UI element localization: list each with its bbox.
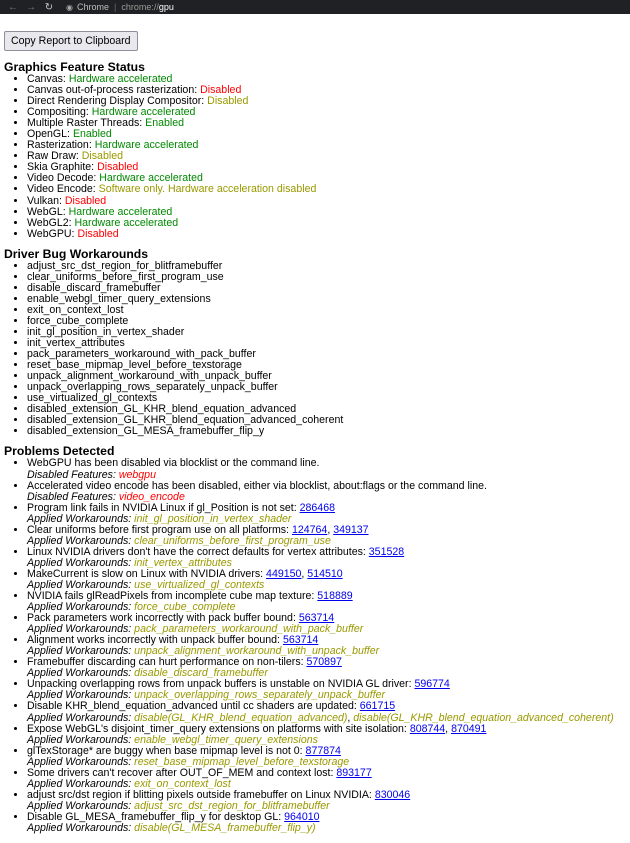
problem-item <box>27 613 630 635</box>
problem-sub-value: reset_base_mipmap_level_before_texstorage <box>134 755 350 768</box>
workaround-item: • use_virtualized_gl_contexts <box>27 393 630 404</box>
problem-sub-value: clear_uniforms_before_first_program_use <box>134 534 331 547</box>
bug-link[interactable]: 570897 <box>306 656 342 669</box>
workaround-item: • disabled_extension_GL_MESA_framebuffer_flip_y <box>27 426 630 437</box>
feature-status-value: Disabled <box>77 227 119 240</box>
workaround-item: • unpack_alignment_workaround_with_unpack_buffer <box>27 371 630 382</box>
problem-description: Expose WebGL's disjoint_timer_query extensions on platforms with site isolation: <box>27 722 410 735</box>
bug-link[interactable]: 351528 <box>368 545 405 558</box>
problem-sub-value: webgpu <box>118 468 156 481</box>
bug-link[interactable]: 518889 <box>317 590 353 603</box>
problem-description: Disable GL_MESA_framebuffer_flip_y for desktop GL: <box>27 810 285 823</box>
workaround-item: • disabled_extension_GL_KHR_blend_equation_advanced_coherent <box>27 415 630 426</box>
feature-status-value: Enabled <box>72 128 112 141</box>
feature-label: OpenGL: <box>27 128 73 141</box>
feature-status-section <box>4 60 630 240</box>
problem-description: Pack parameters work incorrectly with pack buffer bound: <box>27 612 299 625</box>
problem-sub-value: pack_parameters_workaround_with_pack_buffer <box>134 623 364 636</box>
problem-sub-value: unpack_overlapping_rows_separately_unpack_buffer <box>134 689 386 702</box>
url-scheme: chrome:// <box>121 2 159 12</box>
problem-description: Alignment works incorrectly with unpack buffer bound: <box>27 634 283 647</box>
problem-item: • Expose WebGL's disjoint_timer_query extensions on platforms with site isolation: 808744, 870491 Applied Workarounds: enable_webgl_timer_query_extensions <box>27 724 630 746</box>
feature-label: Canvas: <box>27 73 69 85</box>
problem-sub-label: Applied Workarounds: <box>27 755 135 768</box>
feature-label: Video Encode: <box>27 183 99 196</box>
feature-label: Rasterization: <box>27 139 95 152</box>
feature-label: Canvas out-of-process rasterization: <box>27 84 201 97</box>
bug-link[interactable]: 563714 <box>298 612 335 625</box>
feature-status-value: Enabled <box>145 117 185 130</box>
url-host: gpu <box>158 2 174 12</box>
feature-status-value: Disabled <box>64 194 107 207</box>
problem-item <box>27 790 630 812</box>
workaround-item: • force_cube_complete <box>27 316 630 327</box>
feature-status-list <box>4 74 630 240</box>
bug-link[interactable]: 808744 <box>409 722 446 735</box>
feature-status-value: Software only. Hardware acceleration disabled <box>98 183 317 196</box>
feature-status-value: Hardware accelerated <box>68 205 173 218</box>
problem-sub-label: Applied Workarounds: <box>27 799 135 812</box>
bug-link[interactable]: 596774 <box>414 678 450 691</box>
problems-heading: Problems Detected <box>4 444 115 459</box>
problem-item <box>27 635 630 657</box>
feature-status-item <box>27 118 630 129</box>
problem-sub-label: Applied Workarounds: <box>27 711 135 724</box>
feature-status-value: Hardware accelerated <box>91 106 196 119</box>
feature-label: Vulkan: <box>27 194 65 207</box>
workaround-item: • pack_parameters_workaround_with_pack_buffer <box>27 349 630 360</box>
browser-toolbar <box>0 0 630 14</box>
feature-label: WebGL: <box>27 205 69 218</box>
problem-sub-label: Applied Workarounds: <box>27 512 135 525</box>
bug-link[interactable]: 893177 <box>336 766 372 779</box>
problem-item <box>27 657 630 679</box>
problem-sub-label: Applied Workarounds: <box>27 578 135 591</box>
problem-item <box>27 679 630 701</box>
problem-description: Some drivers can't recover after OUT_OF_MEM and context lost: <box>27 766 337 779</box>
problem-sub-label: Applied Workarounds: <box>27 645 135 658</box>
problem-sub-label: Disabled Features: <box>27 468 119 481</box>
feature-status-value: Disabled <box>207 95 249 108</box>
problem-description: NVIDIA fails glReadPixels from incomplete cube map texture: <box>27 590 318 603</box>
workaround-item: • init_gl_position_in_vertex_shader <box>27 327 630 338</box>
workaround-item: • disable_discard_framebuffer <box>27 283 630 294</box>
workaround-item: • disabled_extension_GL_KHR_blend_equation_advanced <box>27 404 630 415</box>
bug-link[interactable]: 514510 <box>307 567 343 580</box>
feature-status-heading: Graphics Feature Status <box>4 60 145 74</box>
problem-item <box>27 591 630 613</box>
problem-item <box>27 547 630 569</box>
workaround-item: • clear_uniforms_before_first_program_use <box>27 272 630 283</box>
problem-sub-value: init_vertex_attributes <box>134 556 232 569</box>
workaround-item: • enable_webgl_timer_query_extensions <box>27 294 630 305</box>
problem-sub-label: Applied Workarounds: <box>27 822 135 834</box>
address-bar[interactable] <box>62 1 178 13</box>
problem-sub-value: disable_discard_framebuffer <box>134 667 268 680</box>
bug-link[interactable]: 449150 <box>266 567 302 580</box>
feature-status-value: Disabled <box>81 150 123 163</box>
problem-sub-value: enable_webgl_timer_query_extensions <box>134 733 318 746</box>
problem-sub-label: Applied Workarounds: <box>27 667 135 680</box>
problem-sub-value: disable(GL_KHR_blend_equation_advanced_coherent) <box>353 711 614 724</box>
problem-sub-value: disable(GL_MESA_framebuffer_flip_y) <box>134 822 316 834</box>
bug-link[interactable]: 830046 <box>374 788 411 801</box>
chrome-chip: Chrome <box>76 2 109 12</box>
problem-description: adjust src/dst region if blitting pixels outside framebuffer on Linux NVIDIA: <box>27 788 375 801</box>
reload-icon[interactable]: ↻ <box>44 1 54 13</box>
problem-item <box>27 481 630 503</box>
bug-link[interactable]: 661715 <box>359 700 396 713</box>
problem-sub-value: use_virtualized_gl_contexts <box>134 578 265 591</box>
problem-sub-value: force_cube_complete <box>134 601 236 614</box>
problem-description: MakeCurrent is slow on Linux with NVIDIA drivers: <box>27 567 267 580</box>
feature-status-item <box>27 229 630 240</box>
site-info-icon[interactable]: ◉ <box>66 2 73 12</box>
feature-label: Compositing: <box>27 106 92 119</box>
problem-description: Clear uniforms before first program use on all platforms: <box>27 523 292 536</box>
address-separator: | <box>114 2 117 12</box>
problem-sub-label: Applied Workarounds: <box>27 689 135 702</box>
feature-status-value: Hardware accelerated <box>74 216 179 229</box>
problem-sub-value: unpack_alignment_workaround_with_unpack_buffer <box>134 645 380 658</box>
bug-link[interactable]: 349137 <box>333 523 369 536</box>
problem-description: Disable KHR_blend_equation_advanced until cc shaders are updated: <box>27 700 360 713</box>
problem-sub-label: Applied Workarounds: <box>27 534 135 547</box>
problem-description: Unpacking overlapping rows from unpack buffers is unstable on NVIDIA GL driver: <box>27 678 415 691</box>
feature-label: Skia Graphite: <box>27 161 98 174</box>
problem-description: Accelerated video encode has been disabled, either via blocklist, about:flags or the command line. <box>27 479 487 492</box>
feature-label: Direct Rendering Display Compositor: <box>27 95 208 108</box>
gpu-page <box>0 14 630 834</box>
workaround-item: • adjust_src_dst_region_for_blitframebuffer <box>27 261 630 272</box>
problem-description: WebGPU has been disabled via blocklist or the command line. <box>27 457 320 470</box>
problem-sub-value: disable(GL_KHR_blend_equation_advanced) <box>134 711 348 724</box>
problem-sub-value: video_encode <box>118 490 185 503</box>
copy-report-button[interactable]: Copy Report to Clipboard <box>4 31 138 51</box>
problem-sub-label: Applied Workarounds: <box>27 777 135 790</box>
feature-label: WebGL2: <box>27 216 75 229</box>
feature-status-value: Hardware accelerated <box>99 172 203 185</box>
feature-status-value: Hardware accelerated <box>94 139 199 152</box>
problem-sub-label: Disabled Features: <box>27 490 119 503</box>
problem-item <box>27 503 630 525</box>
problem-sub-value: exit_on_context_lost <box>134 777 231 790</box>
workarounds-list <box>4 261 630 438</box>
feature-label: WebGPU: <box>27 227 78 240</box>
problem-description: Framebuffer discarding can hurt performance on non-tilers: <box>27 656 307 669</box>
forward-arrow-icon[interactable]: → <box>26 1 36 13</box>
feature-label: Multiple Raster Threads: <box>27 117 146 130</box>
bug-link[interactable]: 563714 <box>282 634 319 647</box>
problem-item <box>27 746 630 768</box>
problem-sub-label: Applied Workarounds: <box>27 733 135 746</box>
workaround-item: • exit_on_context_lost <box>27 305 630 316</box>
feature-label: Raw Draw: <box>27 150 82 163</box>
problem-item: • Clear uniforms before first program use on all platforms: 124764, 349137 Applied Workarounds: clear_uniforms_before_first_program_use <box>27 525 630 547</box>
bug-link[interactable]: 877874 <box>305 744 341 757</box>
problems-section <box>4 444 630 834</box>
workaround-item: • unpack_overlapping_rows_separately_unpack_buffer <box>27 382 630 393</box>
problem-sub-value: adjust_src_dst_region_for_blitframebuffer <box>134 799 330 812</box>
problem-item <box>27 768 630 790</box>
problem-item <box>27 812 630 834</box>
problem-sub-label: Applied Workarounds: <box>27 623 135 636</box>
bug-link[interactable]: 964010 <box>284 810 320 823</box>
feature-label: Video Decode: <box>27 172 100 185</box>
problem-description: Program link fails in NVIDIA Linux if gl_Position is not set: <box>27 501 300 514</box>
problem-description: Linux NVIDIA drivers don't have the correct defaults for vertex attributes: <box>27 545 369 558</box>
feature-status-value: Disabled <box>97 161 139 174</box>
workarounds-heading: Driver Bug Workarounds <box>4 246 149 261</box>
problem-item <box>27 458 630 480</box>
problem-item: • MakeCurrent is slow on Linux with NVIDIA drivers: 449150, 514510 Applied Workarounds: use_virtualized_gl_contexts <box>27 569 630 591</box>
problem-sub-label: Applied Workarounds: <box>27 556 135 569</box>
bug-link[interactable]: 870491 <box>451 722 487 735</box>
problem-item: • Disable KHR_blend_equation_advanced until cc shaders are updated: 661715 Applied Workarounds: disable(GL_KHR_blend_equation_advanced), disable(GL_KHR_blend_equation_advanced_coherent) <box>27 701 630 723</box>
problem-sub-value: init_gl_position_in_vertex_shader <box>134 512 292 525</box>
workarounds-section <box>4 247 630 438</box>
feature-status-item <box>27 184 630 195</box>
back-arrow-icon[interactable]: ← <box>8 1 18 13</box>
bug-link[interactable]: 124764 <box>291 523 328 536</box>
problem-sub-label: Applied Workarounds: <box>27 601 135 614</box>
problem-description: glTexStorage* are buggy when base mipmap level is not 0: <box>27 744 306 757</box>
workaround-item: • reset_base_mipmap_level_before_texstorage <box>27 360 630 371</box>
workaround-item: • init_vertex_attributes <box>27 338 630 349</box>
bug-link[interactable]: 286468 <box>299 501 335 514</box>
problems-list <box>4 458 630 834</box>
feature-status-value: Hardware accelerated <box>68 73 173 85</box>
feature-status-value: Disabled <box>200 84 242 97</box>
